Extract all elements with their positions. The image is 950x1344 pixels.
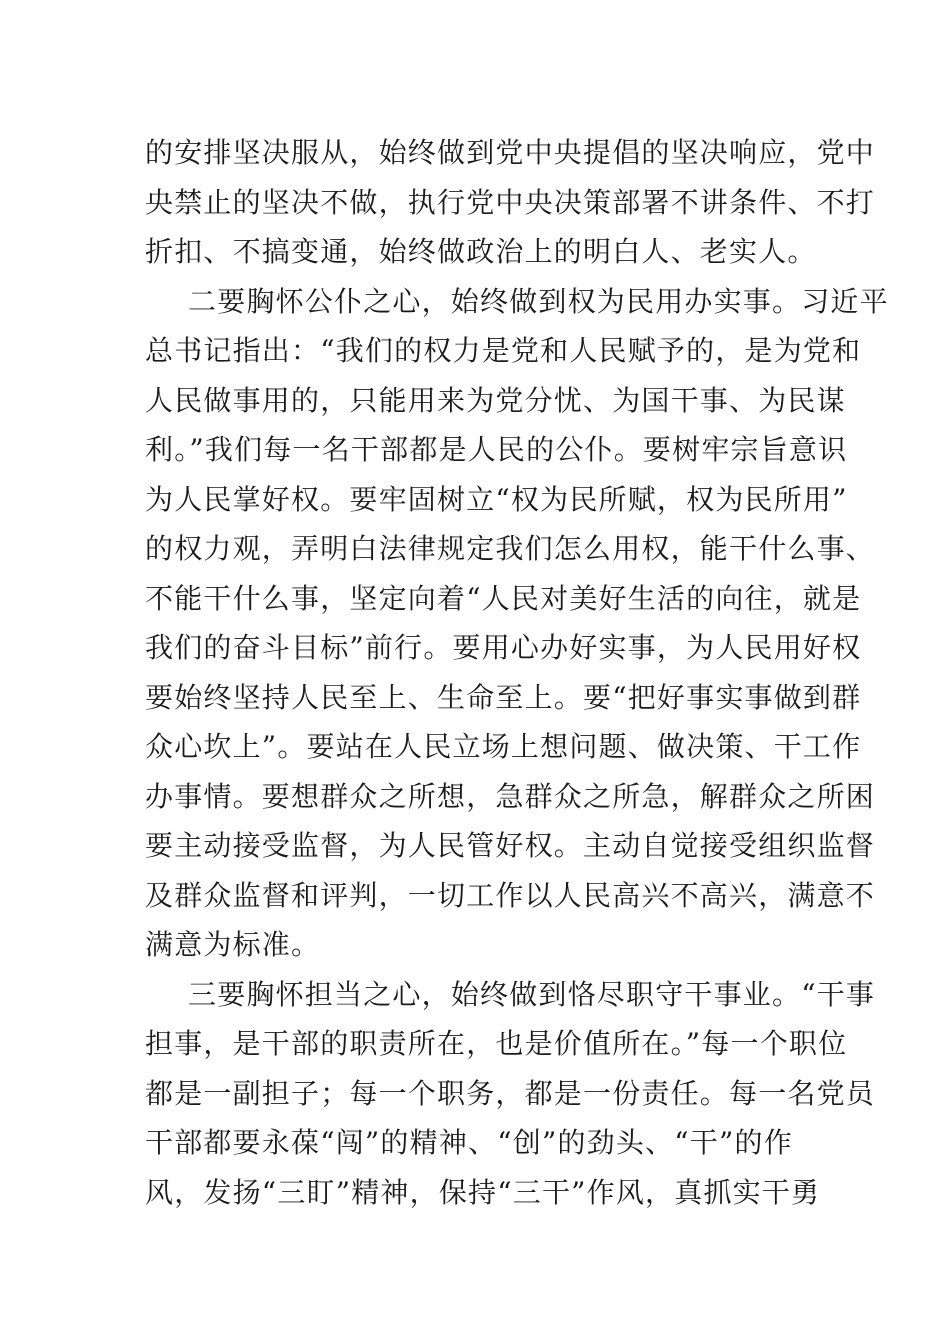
text-line: 总书记指出：“我们的权力是党和人民赋予的，是为党和: [145, 334, 862, 367]
paragraph-start-line: 二要胸怀公仆之心，始终做到权为民用办实事。习近平: [188, 284, 889, 318]
text-line: 央禁止的坚决不做，执行党中央决策部署不讲条件、不打: [145, 185, 876, 219]
text-line: 满意为标准。: [145, 928, 321, 961]
text-line: 的权力观，弄明白法律规定我们怎么用权，能干什么事、: [145, 532, 876, 565]
text-line: 风，发扬“三盯”精神，保持“三干”作风，真抓实干勇: [145, 1175, 821, 1209]
text-line: 干部都要永葆“闯”的精神、“创”的劲头、“干”的作: [145, 1126, 793, 1159]
text-line: 为人民掌好权。要牢固树立“权为民所赋，权为民所用”: [145, 482, 848, 516]
document-body-text: [145, 128, 889, 1217]
text-line: 要始终坚持人民至上、生命至上。要“把好事实事做到群: [145, 680, 862, 714]
text-line: 要主动接受监督，为人民管好权。主动自觉接受组织监督: [145, 829, 876, 862]
text-line: 我们的奋斗目标”前行。要用心办好实事，为人民用好权: [145, 631, 862, 664]
text-line: 的安排坚决服从，始终做到党中央提倡的坚决响应，党中: [145, 136, 876, 169]
text-line: 都是一副担子；每一个职务，都是一份责任。每一名党员: [145, 1076, 876, 1110]
text-line: 利。”我们每一名干部都是人民的公仆。要树牢宗旨意识: [145, 433, 848, 466]
text-line: 担事，是干部的职责所在，也是价值所在。”每一个职位: [145, 1027, 848, 1060]
text-line: 办事情。要想群众之所想，急群众之所急，解群众之所困: [145, 779, 876, 813]
text-line: 人民做事用的，只能用来为党分忧、为国干事、为民谋: [145, 383, 846, 417]
paragraph-start-line: 三要胸怀担当之心，始终做到恪尽职守干事业。“干事: [188, 977, 876, 1011]
text-line: 及群众监督和评判，一切工作以人民高兴不高兴，满意不: [145, 878, 876, 912]
text-line: 折扣、不搞变通，始终做政治上的明白人、老实人。: [145, 235, 817, 268]
text-line: 不能干什么事，坚定向着“人民对美好生活的向往，就是: [145, 581, 862, 615]
text-line: 众心坎上”。要站在人民立场上想问题、做决策、干工作: [145, 730, 862, 763]
